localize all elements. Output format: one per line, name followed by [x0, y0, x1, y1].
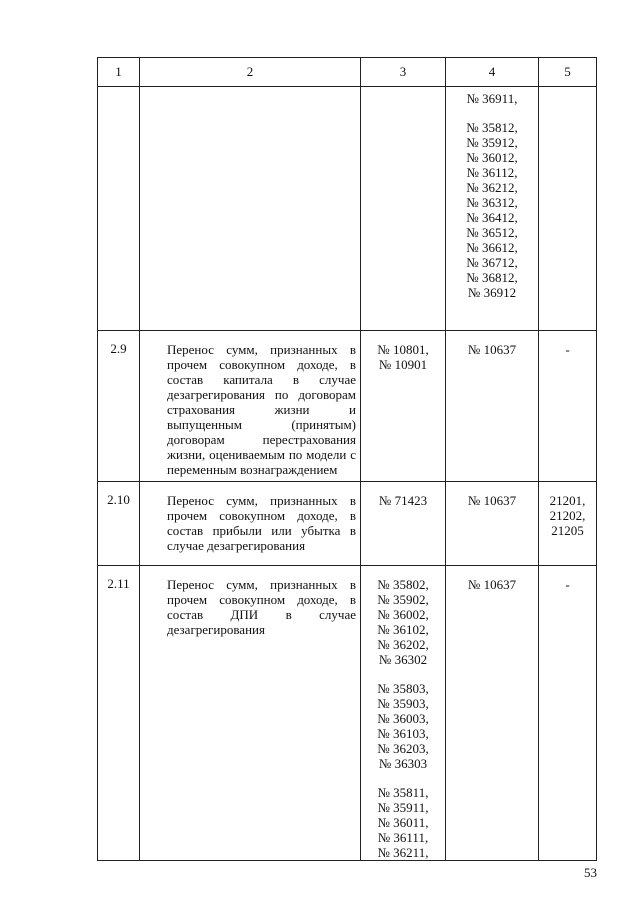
account-number: № 36012, [466, 150, 518, 165]
account-list-col4 [446, 87, 539, 331]
row-number: 2.10 [98, 482, 140, 566]
account-number: № 36302 [378, 652, 428, 667]
account-number: № 35802, [377, 577, 429, 592]
account-list-col4 [446, 331, 539, 482]
row-description: Перенос сумм, признанных в прочем совокупном доходе, в состав капитала в случае дезагрегирования по договорам страхования жизни и выпущенным (принятым) договорам перестрахования жизни, оцениваемым по модели с переменным вознаграждением [140, 331, 361, 482]
account-number: № 36712, [466, 255, 518, 270]
account-number: № 36911, [466, 91, 518, 106]
account-number: № 36002, [377, 607, 429, 622]
account-number: № 10637 [467, 342, 517, 357]
account-number: № 36412, [466, 210, 518, 225]
table-row [98, 482, 597, 566]
account-number: № 35812, [466, 120, 518, 135]
row-number [98, 87, 140, 331]
account-number: № 36612, [466, 240, 518, 255]
account-number: № 35903, [377, 696, 429, 711]
header-cell: 4 [446, 58, 539, 87]
account-list-col3 [361, 482, 446, 566]
account-number: № 10901 [378, 357, 428, 372]
account-number: № 36212, [466, 180, 518, 195]
group-gap [446, 106, 538, 120]
account-number: № 36112, [466, 165, 518, 180]
data-table [97, 57, 597, 861]
account-number: № 35902, [377, 592, 429, 607]
account-number: № 36812, [466, 270, 518, 285]
account-list-col3 [361, 87, 446, 331]
account-number: № 36202, [377, 637, 429, 652]
row-description: Перенос сумм, признанных в прочем совокупном доходе, в состав ДПИ в случае дезагрегирования [140, 566, 361, 861]
account-number: № 36312, [466, 195, 518, 210]
account-number: № 36003, [377, 711, 429, 726]
table-row [98, 331, 597, 482]
account-number: № 35811, [377, 785, 429, 800]
row-number: 2.9 [98, 331, 140, 482]
account-number: № 36211, [377, 845, 429, 860]
account-list-col3 [361, 566, 446, 861]
account-number: № 36103, [377, 726, 429, 741]
group-gap [361, 667, 445, 681]
table-row [98, 566, 597, 861]
symbol-cell [539, 87, 597, 331]
page-number: 53 [584, 865, 597, 880]
symbol-cell: 21201, 21202, 21205 [539, 482, 597, 566]
symbol-cell: - [539, 566, 597, 861]
account-number: № 35803, [377, 681, 429, 696]
header-cell: 1 [98, 58, 140, 87]
symbol-cell: - [539, 331, 597, 482]
account-list-col4 [446, 566, 539, 861]
account-number: № 36912 [467, 285, 517, 300]
header-cell: 3 [361, 58, 446, 87]
header-row [98, 58, 597, 87]
account-number: № 36102, [377, 622, 429, 637]
table-row [98, 87, 597, 331]
row-description [140, 87, 361, 331]
account-number: № 36111, [377, 830, 429, 845]
header-cell: 2 [140, 58, 361, 87]
account-list-col3 [361, 331, 446, 482]
account-number: № 71423 [378, 493, 428, 508]
row-description: Перенос сумм, признанных в прочем совокупном доходе, в состав прибыли или убытка в случае дезагрегирования [140, 482, 361, 566]
account-number: № 36203, [377, 741, 429, 756]
account-list-col4 [446, 482, 539, 566]
account-number: № 36011, [377, 815, 429, 830]
group-gap [361, 771, 445, 785]
row-number: 2.11 [98, 566, 140, 861]
account-number: № 35912, [466, 135, 518, 150]
account-number: № 36512, [466, 225, 518, 240]
account-number: № 35911, [377, 800, 429, 815]
account-number: № 10801, [377, 342, 429, 357]
account-number: № 36303 [378, 756, 428, 771]
header-cell: 5 [539, 58, 597, 87]
account-number: № 10637 [467, 577, 517, 592]
account-number: № 10637 [467, 493, 517, 508]
